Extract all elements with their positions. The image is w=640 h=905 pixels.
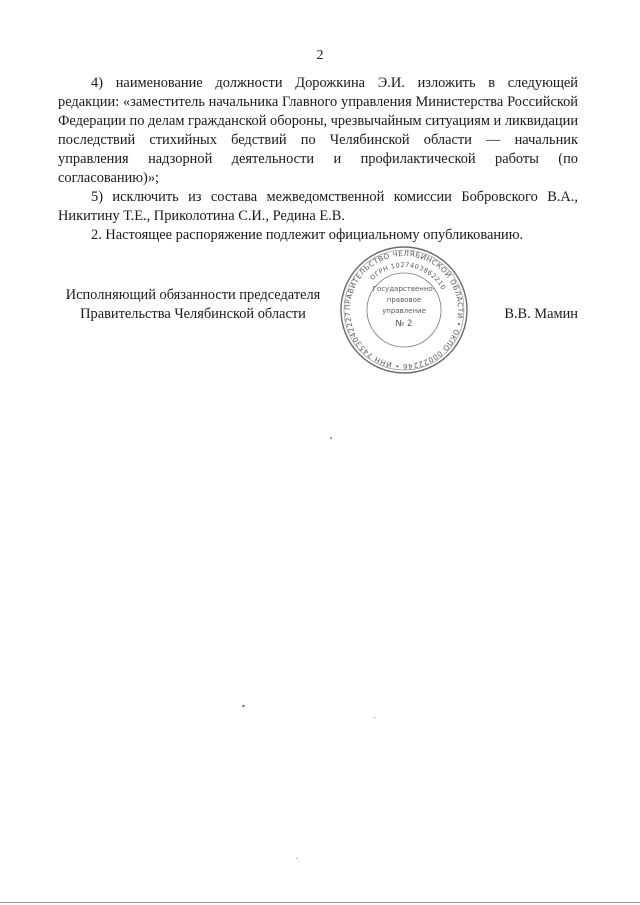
signatory-position-line-1: Исполняющий обязанности председателя [65, 287, 321, 303]
paragraph-clause-2: 2. Настоящее распоряжение подлежит официальному опубликованию. [91, 227, 524, 243]
document-body [58, 74, 578, 245]
seal-center-line-2: правовое [386, 296, 422, 304]
seal-ring-text: ОГРН 1027403862210 [368, 260, 448, 292]
paragraph-item-5: 5) исключить из состава межведомственной комиссии Бобровского В.А., Никитину Т.Е., Приколотина С.И., Редина Е.В. [58, 189, 578, 224]
signatory-name: В.В. Мамин [504, 306, 578, 322]
page-number: 2 [316, 48, 324, 63]
seal-center-line-4: № 2 [395, 319, 413, 329]
scan-speck [330, 437, 332, 439]
seal-outer-text: ПРАВИТЕЛЬСТВО ЧЕЛЯБИНСКОЙ ОБЛАСТИ • ОКПО 00022246 • ИНН 7453042227 [342, 248, 466, 372]
seal-center-line-3: управление [382, 307, 426, 315]
scan-speck [242, 704, 246, 707]
scan-speck [374, 717, 375, 718]
scan-edge-line [0, 902, 640, 903]
paragraph-item-4: 4) наименование должности Дорожкина Э.И. изложить в следующей редакции: «заместитель начальника Главного управления Министерства Российской Федерации по делам гражданской обороны, чрезвычайным ситуациям и ликвидации последствий стихийных бедствий по Челябинской области — начальник управления надзорной деятельности и профилактической работы (по согласованию)»; [58, 75, 579, 186]
signatory-position [58, 286, 328, 324]
scan-speck [296, 858, 297, 859]
signatory-position-line-2: Правительства Челябинской области [80, 306, 306, 322]
seal-center-line-1: Государственно- [372, 285, 436, 293]
signature-block [58, 286, 578, 326]
